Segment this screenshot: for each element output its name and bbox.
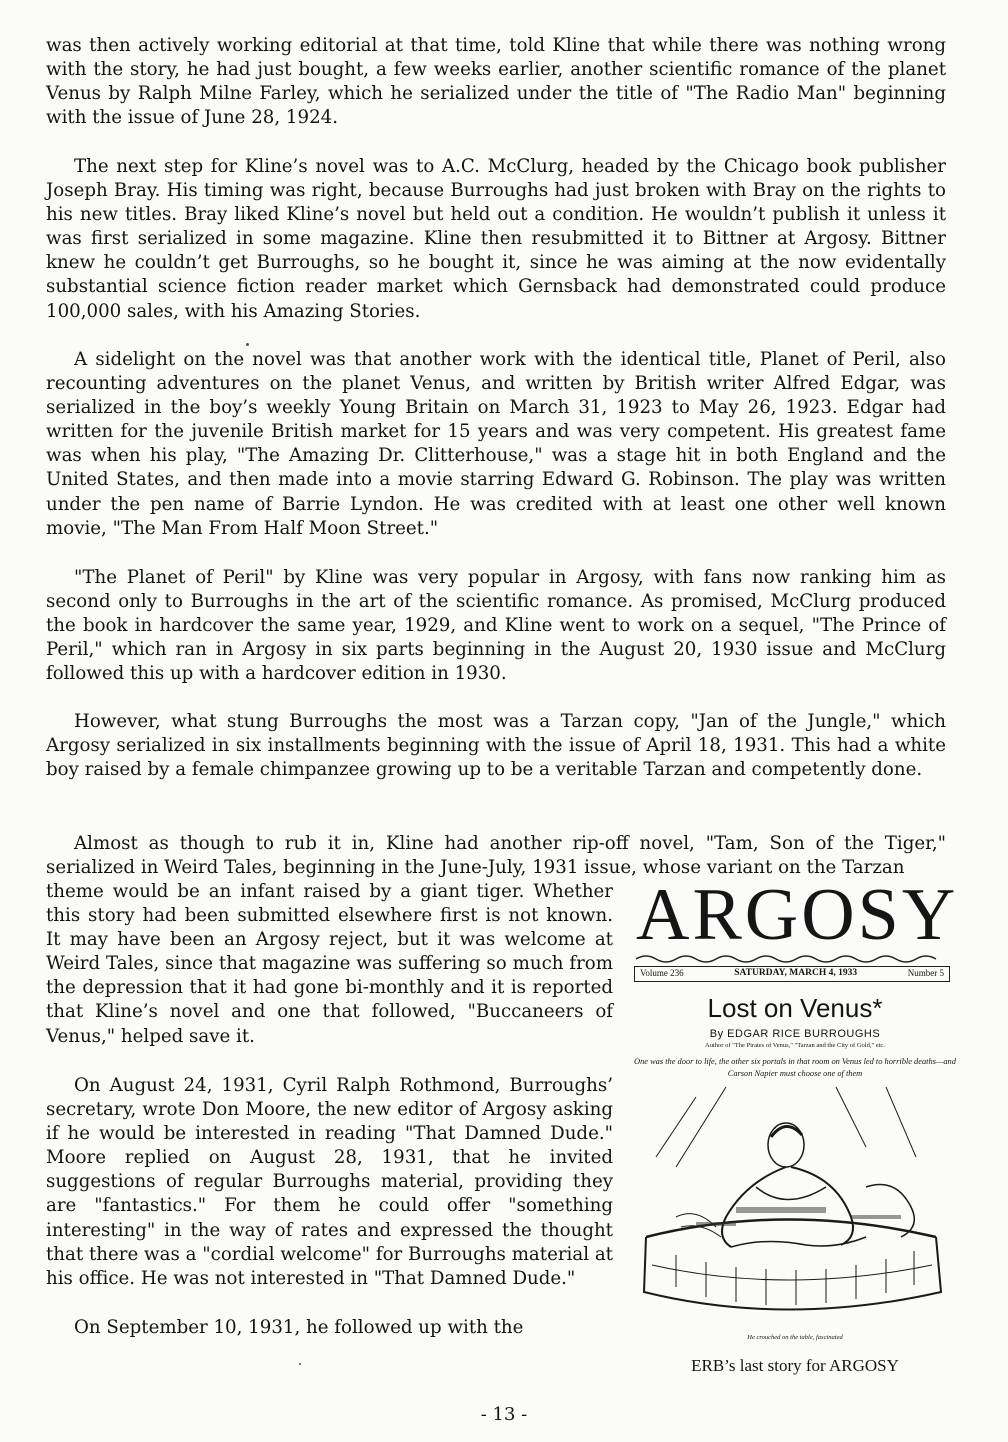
paragraph-6-continued: theme would be an infant raised by a giant tiger. Whether this story had been submitted elsewhere first is not known. It may have been an Argosy reject, but it was welcome at Weird Tales, since that magazine was suffering so much from the depression that it had gone bi-monthly and it is reported that Kline’s novel and one that followed, "Buccaneers of Venus," helped save it. bbox=[46, 881, 613, 1047]
issue-dateline bbox=[634, 966, 950, 982]
paragraph-3: A sidelight on the novel was that another work with the identical title, Planet of Peril, also recounting adventures on the planet Venus, and written by British writer Alfred Edgar, was serialized in the boy’s weekly Young Britain on March 31, 1923 to May 26, 1923. Edgar had written for the juvenile British market for 15 years and was very competent. His greatest fame was when his play, "The Amazing Dr. Clitterhouse," was a stage hit in both England and the United States, and then made into a movie starring Edward G. Robinson. The play was written under the pen name of Barrie Lyndon. He was credited with at least one other well known movie, "The Man From Half Moon Street." bbox=[46, 349, 946, 539]
illustration-caption: He crouched on the table, fascinated bbox=[747, 1334, 843, 1341]
crouching-figure-illustration bbox=[636, 1087, 952, 1329]
story-blurb: One was the door to life, the other six portals in that room on Venus led to horrible deaths—and Carson Napier must choose one of them bbox=[634, 1057, 956, 1078]
scan-speck bbox=[246, 343, 249, 346]
paragraph-4: "The Planet of Peril" by Kline was very popular in Argosy, with fans now ranking him as second only to Burroughs in the art of the scientific romance. As promised, McClurg produced the book in hardcover the same year, 1929, and Kline went to work on a sequel, "The Prince of Peril," which ran in Argosy in six parts beginning in the August 20, 1930 issue and McClurg followed this up with a hardcover edition in 1930. bbox=[46, 567, 946, 685]
volume-label: Volume 236 bbox=[640, 968, 684, 978]
paragraph-1: was then actively working editorial at that time, told Kline that while there was nothing wrong with the story, he had just bought, a few weeks earlier, another scientific romance of the planet Venus by Ralph Milne Farley, which he serialized under the title of "The Radio Man" beginning with the issue of June 28, 1924. bbox=[46, 35, 946, 129]
author-credits: Author of "The Pirates of Venus," "Tarzan and the City of Gold," etc. bbox=[705, 1042, 885, 1049]
issue-date: SATURDAY, MARCH 4, 1933 bbox=[734, 968, 858, 978]
number-label: Number 5 bbox=[907, 968, 944, 978]
paragraph-8: On September 10, 1931, he followed up with the bbox=[74, 1317, 524, 1338]
page-number: - 13 - bbox=[480, 1404, 528, 1425]
paragraph-5: However, what stung Burroughs the most was a Tarzan copy, "Jan of the Jungle," which Argosy serialized in six installments beginning with the issue of April 18, 1931. This had a white boy raised by a female chimpanzee growing up to be a veritable Tarzan and competently done. bbox=[46, 711, 946, 781]
figure-caption: ERB’s last story for ARGOSY bbox=[691, 1356, 899, 1375]
paragraph-2: The next step for Kline’s novel was to A.C. McClurg, headed by the Chicago book publisher Joseph Bray. His timing was right, because Burroughs had just broken with Bray on the rights to his new titles. Bray liked Kline’s novel but held out a condition. He wouldn’t publish it unless it was first serialized in some magazine. Kline then resubmitted it to Bittner at Argosy. Bittner knew he couldn’t get Burroughs, so he bought it, since he was aiming at the now evidentally substantial science fiction reader market which Gernsback had demonstrated could produce 100,000 sales, with his Amazing Stories. bbox=[46, 156, 946, 322]
argosy-cover-figure bbox=[628, 874, 962, 1395]
story-byline: By EDGAR RICE BURROUGHS bbox=[709, 1028, 881, 1040]
masthead-waves-icon bbox=[636, 953, 946, 965]
argosy-masthead: ARGOSY bbox=[636, 874, 959, 956]
paragraph-7: On August 24, 1931, Cyril Ralph Rothmond, Burroughs’ secretary, wrote Don Moore, the new editor of Argosy asking if he would be interested in reading "That Damned Dude." Moore replied on August 28, 1931, that he invited suggestions of regular Burroughs material, providing they are "fantastics." For them he could offer "something interesting" in the way of rates and expressed the thought that there was a "cordial welcome" for Burroughs material at his office. He was not interested in "That Damned Dude." bbox=[46, 1075, 613, 1289]
scan-speck bbox=[299, 1363, 301, 1365]
story-title: Lost on Venus* bbox=[707, 993, 883, 1023]
paragraph-6: Almost as though to rub it in, Kline had another rip-off novel, "Tam, Son of the Tiger," serialized in Weird Tales, beginning in the June-July, 1931 issue, whose variant on the Tarzan bbox=[46, 833, 946, 879]
